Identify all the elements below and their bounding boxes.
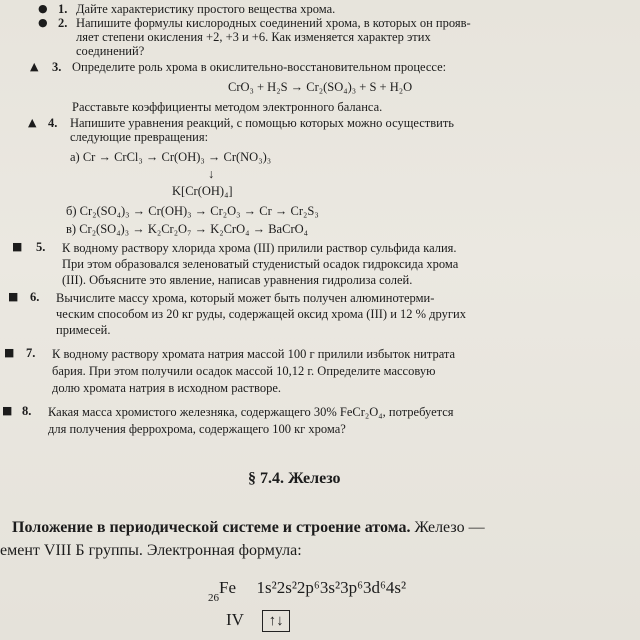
- task-7-line-2: бария. При этом получили осадок массой 10,12 г. Определите массовую: [52, 364, 436, 378]
- task-4-line-2: следующие превращения:: [70, 130, 209, 144]
- element-symbol: Fe: [219, 578, 236, 597]
- task-3-number: 3.: [52, 60, 62, 74]
- task-6-line-2: ческим способом из 20 кг руды, содержащей оксид хрома (III) и 12 % других: [56, 307, 466, 321]
- task-6-marker: ■: [8, 290, 19, 303]
- task-1-line-1: Дайте характеристику простого вещества хрома.: [76, 2, 336, 16]
- task-4-complex: K[Cr(OH)₄]: [172, 184, 233, 198]
- task-4-chain-c: в) Cr₂(SO₄)₃ → K₂Cr₂O₇ → K₂CrO₄ → BaCrO₄: [66, 222, 308, 236]
- task-4-chain-a: а) Cr → CrCl₃ → Cr(OH)₃ → Cr(NO₃)₃: [70, 150, 272, 164]
- task-4-line-1: Напишите уравнения реакций, с помощью которых можно осуществить: [70, 116, 454, 130]
- task-2-number: 2.: [58, 16, 68, 30]
- task-5: [62, 240, 458, 288]
- task-2-line-3: соединений?: [76, 44, 145, 58]
- mass-number: 26: [208, 592, 219, 604]
- shell-label: IV: [226, 610, 244, 629]
- task-8-number: 8.: [22, 404, 32, 418]
- task-5-line-2: При этом образовался зеленоватый студенистый осадок гидроксида хрома: [62, 257, 459, 271]
- task-5-number: 5.: [36, 240, 46, 254]
- task-7-line-1: К водному раствору хромата натрия массой 100 г прилили избыток нитрата: [52, 347, 456, 361]
- task-3-equation: CrO₃ + H₂S → Cr₂(SO₄)₃ + S + H₂O: [228, 80, 413, 94]
- task-6: [56, 290, 466, 338]
- task-3-line-1: Определите роль хрома в окислительно-восстановительном процессе:: [72, 60, 447, 74]
- task-6-line-1: Вычислите массу хрома, который может быть получен алюминотерми-: [56, 291, 435, 305]
- task-1-number: 1.: [58, 2, 68, 16]
- orbital-row: [226, 610, 290, 632]
- task-1: [76, 2, 335, 16]
- electron-formula: [208, 578, 406, 604]
- task-7-line-3: долю хромата натрия в исходном растворе.: [52, 381, 281, 395]
- task-4-chain-b: б) Cr₂(SO₄)₃ → Cr(OH)₃ → Cr₂O₃ → Cr → Cr₂S₃: [66, 204, 319, 218]
- electron-configuration: 1s²2s²2p⁶3s²3p⁶3d⁶4s²: [256, 578, 407, 597]
- task-3-marker: ▲: [30, 60, 39, 73]
- task-5-line-1: К водному раствору хлорида хрома (III) прилили раствор сульфида калия.: [62, 241, 457, 255]
- task-4-marker: ▲: [28, 116, 37, 129]
- task-2-line-2: ляет степени окисления +2, +3 и +6. Как изменяется характер этих: [76, 30, 431, 44]
- task-4: [70, 116, 454, 144]
- task-4-down-arrow: ↓: [208, 167, 215, 181]
- task-3: [72, 60, 446, 74]
- task-8-line-2: для получения феррохрома, содержащего 100 кг хрома?: [48, 422, 346, 436]
- task-8-line-1: Какая масса хромистого железняка, содержащего 30% FeCr₂O₄, потребуется: [48, 405, 454, 419]
- task-8-marker: ■: [2, 404, 13, 417]
- task-2-line-1: Напишите формулы кислородных соединений хрома, в которых он прояв-: [76, 16, 471, 30]
- task-5-line-3: (III). Объясните это явление, написав уравнения гидролиза солей.: [62, 273, 413, 287]
- intro-bold-text: Положение в периодической системе и строение атома.: [12, 519, 411, 536]
- task-5-marker: ■: [12, 240, 23, 253]
- task-7-marker: ■: [4, 346, 15, 359]
- task-7-number: 7.: [26, 346, 36, 360]
- orbital-box: ↑↓: [262, 610, 290, 632]
- section-intro-line-2: емент VIII Б группы. Электронная формула:: [0, 542, 302, 559]
- task-2-marker: ●: [38, 16, 48, 29]
- intro-rest-text: Железо —: [410, 519, 485, 536]
- task-4-number: 4.: [48, 116, 58, 130]
- section-title: § 7.4. Железо: [248, 470, 341, 487]
- section-intro-line-1: [12, 518, 485, 538]
- task-8: [48, 404, 454, 438]
- task-7: [52, 346, 455, 397]
- task-6-line-3: примесей.: [56, 323, 111, 337]
- task-1-marker: ●: [38, 2, 48, 15]
- task-3-line-3: Расставьте коэффициенты методом электронного баланса.: [72, 100, 383, 114]
- task-2: [76, 16, 471, 58]
- task-6-number: 6.: [30, 290, 40, 304]
